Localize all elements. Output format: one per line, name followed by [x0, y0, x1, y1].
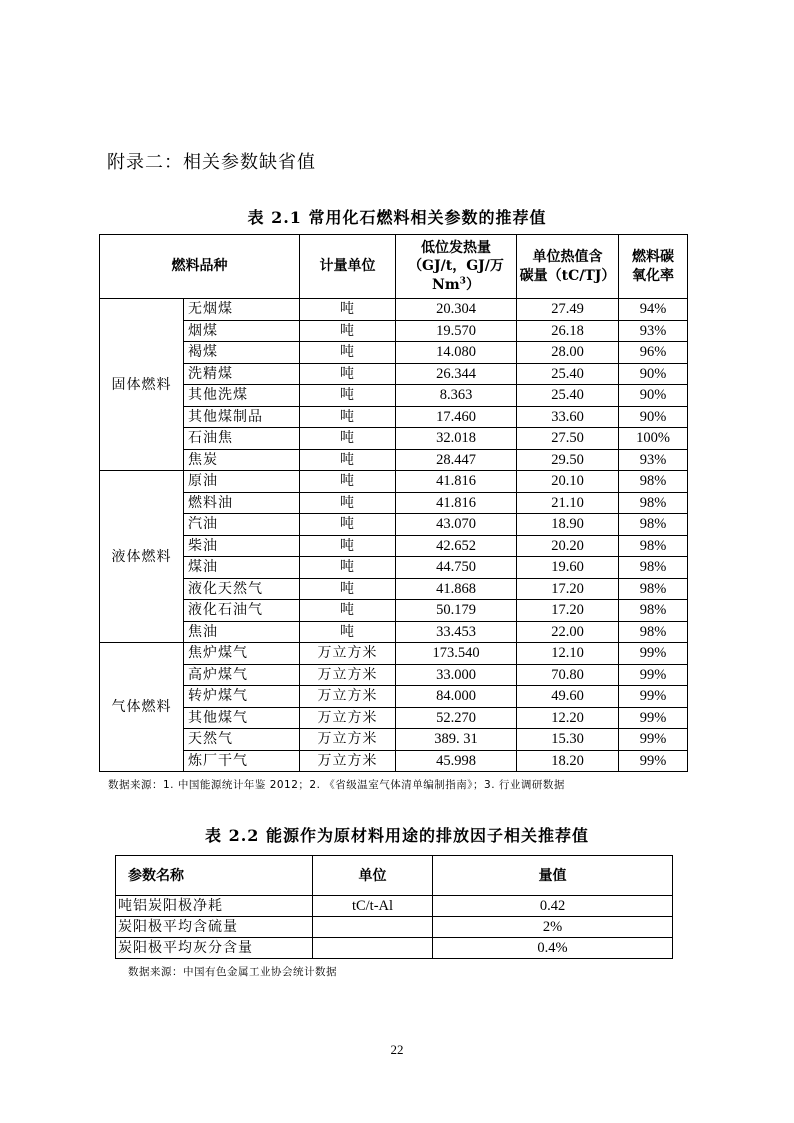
unit-cell: 万立方米 — [300, 686, 396, 708]
parameter-name-cell: 炭阳极平均灰分含量 — [116, 938, 313, 959]
oxidation-rate-cell: 90% — [619, 406, 688, 428]
parameter-name-cell: 炭阳极平均含硫量 — [116, 917, 313, 938]
table-row — [116, 938, 673, 959]
unit-cell: 万立方米 — [300, 664, 396, 686]
calorific-value-cell: 32.018 — [396, 428, 517, 450]
fuel-name-cell: 炼厂干气 — [184, 750, 300, 772]
calorific-value-cell: 28.447 — [396, 449, 517, 471]
table-row — [100, 600, 688, 622]
table-row — [100, 535, 688, 557]
fuel-name-cell: 其他煤制品 — [184, 406, 300, 428]
fuel-name-cell: 石油焦 — [184, 428, 300, 450]
oxidation-rate-cell: 100% — [619, 428, 688, 450]
unit-cell: 吨 — [300, 406, 396, 428]
fuel-name-cell: 洗精煤 — [184, 363, 300, 385]
oxidation-rate-cell: 99% — [619, 707, 688, 729]
table-row — [100, 299, 688, 321]
unit-cell: 万立方米 — [300, 643, 396, 665]
table-row — [100, 471, 688, 493]
carbon-content-cell: 27.50 — [517, 428, 619, 450]
oxidation-rate-cell: 90% — [619, 385, 688, 407]
carbon-content-cell: 18.20 — [517, 750, 619, 772]
carbon-content-cell: 12.10 — [517, 643, 619, 665]
fuel-name-cell: 焦油 — [184, 621, 300, 643]
calorific-value-cell: 173.540 — [396, 643, 517, 665]
oxidation-rate-cell: 98% — [619, 535, 688, 557]
fuel-name-cell: 天然气 — [184, 729, 300, 751]
calorific-value-cell: 44.750 — [396, 557, 517, 579]
carbon-content-cell: 20.10 — [517, 471, 619, 493]
header-oxidation-rate: 燃料碳 氧化率 — [619, 235, 688, 299]
unit-cell: 吨 — [300, 385, 396, 407]
carbon-content-cell: 22.00 — [517, 621, 619, 643]
fuel-parameters-table — [99, 234, 688, 772]
table-row — [100, 686, 688, 708]
unit-cell: 吨 — [300, 471, 396, 493]
calorific-value-cell: 33.000 — [396, 664, 517, 686]
oxidation-rate-cell: 98% — [619, 492, 688, 514]
calorific-value-cell: 50.179 — [396, 600, 517, 622]
table-row — [100, 385, 688, 407]
calorific-value-cell: 14.080 — [396, 342, 517, 364]
carbon-content-cell: 15.30 — [517, 729, 619, 751]
unit-cell: 吨 — [300, 449, 396, 471]
table-header-row — [116, 856, 673, 896]
carbon-content-cell: 12.20 — [517, 707, 619, 729]
unit-cell: 吨 — [300, 600, 396, 622]
table-row — [116, 917, 673, 938]
table1-source-note: 数据来源：1. 中国能源统计年鉴 2012；2. 《省级温室气体清单编制指南》；3. 行业调研数据 — [108, 779, 565, 791]
oxidation-rate-cell: 98% — [619, 514, 688, 536]
carbon-content-cell: 25.40 — [517, 363, 619, 385]
oxidation-rate-cell: 99% — [619, 686, 688, 708]
fuel-name-cell: 燃料油 — [184, 492, 300, 514]
calorific-value-cell: 84.000 — [396, 686, 517, 708]
oxidation-rate-cell: 93% — [619, 320, 688, 342]
table-row — [100, 643, 688, 665]
header-carbon-content: 单位热值含 碳量（tC/TJ） — [517, 235, 619, 299]
table-row — [100, 492, 688, 514]
carbon-content-cell: 19.60 — [517, 557, 619, 579]
header-net-calorific-value: 低位发热量 （GJ/t，GJ/万 Nm$^3$） — [396, 235, 517, 299]
unit-cell — [313, 938, 433, 959]
carbon-content-cell: 18.90 — [517, 514, 619, 536]
header-value: 量值 — [433, 856, 673, 896]
table-row — [100, 557, 688, 579]
header-fuel-type: 燃料品种 — [100, 235, 300, 299]
fuel-name-cell: 无烟煤 — [184, 299, 300, 321]
oxidation-rate-cell: 94% — [619, 299, 688, 321]
unit-cell: 万立方米 — [300, 750, 396, 772]
fuel-category-cell: 气体燃料 — [100, 643, 184, 772]
fuel-name-cell: 焦炭 — [184, 449, 300, 471]
value-cell: 2% — [433, 917, 673, 938]
calorific-value-cell: 389. 31 — [396, 729, 517, 751]
table-row — [100, 707, 688, 729]
table-row — [100, 363, 688, 385]
oxidation-rate-cell: 98% — [619, 471, 688, 493]
carbon-content-cell: 17.20 — [517, 578, 619, 600]
value-cell: 0.42 — [433, 896, 673, 917]
unit-cell — [313, 917, 433, 938]
fuel-name-cell: 液化天然气 — [184, 578, 300, 600]
carbon-content-cell: 27.49 — [517, 299, 619, 321]
unit-cell: 吨 — [300, 578, 396, 600]
carbon-content-cell: 49.60 — [517, 686, 619, 708]
raw-material-emission-table — [115, 855, 673, 959]
fuel-name-cell: 烟煤 — [184, 320, 300, 342]
unit-cell: 吨 — [300, 342, 396, 364]
calorific-value-cell: 20.304 — [396, 299, 517, 321]
carbon-content-cell: 17.20 — [517, 600, 619, 622]
calorific-value-cell: 52.270 — [396, 707, 517, 729]
table-row — [100, 750, 688, 772]
oxidation-rate-cell: 98% — [619, 600, 688, 622]
header-unit: 单位 — [313, 856, 433, 896]
table-row — [100, 664, 688, 686]
fuel-name-cell: 褐煤 — [184, 342, 300, 364]
unit-cell: 吨 — [300, 557, 396, 579]
oxidation-rate-cell: 99% — [619, 729, 688, 751]
unit-cell: 吨 — [300, 535, 396, 557]
calorific-value-cell: 19.570 — [396, 320, 517, 342]
table-header-row — [100, 235, 688, 299]
table-row — [100, 514, 688, 536]
fuel-name-cell: 其他洗煤 — [184, 385, 300, 407]
carbon-content-cell: 28.00 — [517, 342, 619, 364]
table-row — [100, 449, 688, 471]
table-row — [100, 621, 688, 643]
calorific-value-cell: 41.868 — [396, 578, 517, 600]
table2-source-note: 数据来源：中国有色金属工业协会统计数据 — [128, 966, 337, 978]
fuel-category-cell: 液体燃料 — [100, 471, 184, 643]
table-row — [100, 342, 688, 364]
carbon-content-cell: 20.20 — [517, 535, 619, 557]
unit-cell: tC/t-Al — [313, 896, 433, 917]
calorific-value-cell: 42.652 — [396, 535, 517, 557]
unit-cell: 吨 — [300, 428, 396, 450]
calorific-value-cell: 43.070 — [396, 514, 517, 536]
appendix-title: 附录二：相关参数缺省值 — [107, 152, 316, 173]
table-row — [100, 428, 688, 450]
calorific-value-cell: 17.460 — [396, 406, 517, 428]
fuel-category-cell: 固体燃料 — [100, 299, 184, 471]
calorific-value-cell: 45.998 — [396, 750, 517, 772]
oxidation-rate-cell: 98% — [619, 578, 688, 600]
unit-cell: 万立方米 — [300, 707, 396, 729]
page-number: 22 — [390, 1042, 404, 1057]
value-cell: 0.4% — [433, 938, 673, 959]
oxidation-rate-cell: 98% — [619, 557, 688, 579]
fuel-name-cell: 煤油 — [184, 557, 300, 579]
unit-cell: 吨 — [300, 299, 396, 321]
fuel-name-cell: 焦炉煤气 — [184, 643, 300, 665]
oxidation-rate-cell: 93% — [619, 449, 688, 471]
fuel-name-cell: 原油 — [184, 471, 300, 493]
table1-caption: 表 2.1 常用化石燃料相关参数的推荐值 — [247, 208, 547, 227]
oxidation-rate-cell: 96% — [619, 342, 688, 364]
carbon-content-cell: 29.50 — [517, 449, 619, 471]
carbon-content-cell: 33.60 — [517, 406, 619, 428]
fuel-name-cell: 汽油 — [184, 514, 300, 536]
oxidation-rate-cell: 90% — [619, 363, 688, 385]
calorific-value-cell: 33.453 — [396, 621, 517, 643]
unit-cell: 吨 — [300, 363, 396, 385]
header-parameter-name: 参数名称 — [116, 856, 313, 896]
header-unit: 计量单位 — [300, 235, 396, 299]
unit-cell: 万立方米 — [300, 729, 396, 751]
parameter-name-cell: 吨铝炭阳极净耗 — [116, 896, 313, 917]
fuel-name-cell: 转炉煤气 — [184, 686, 300, 708]
fuel-name-cell: 液化石油气 — [184, 600, 300, 622]
carbon-content-cell: 26.18 — [517, 320, 619, 342]
unit-cell: 吨 — [300, 320, 396, 342]
oxidation-rate-cell: 99% — [619, 643, 688, 665]
unit-cell: 吨 — [300, 492, 396, 514]
oxidation-rate-cell: 98% — [619, 621, 688, 643]
table-row — [100, 578, 688, 600]
fuel-name-cell: 高炉煤气 — [184, 664, 300, 686]
carbon-content-cell: 25.40 — [517, 385, 619, 407]
calorific-value-cell: 8.363 — [396, 385, 517, 407]
carbon-content-cell: 70.80 — [517, 664, 619, 686]
table2-caption: 表 2.2 能源作为原材料用途的排放因子相关推荐值 — [205, 826, 589, 845]
oxidation-rate-cell: 99% — [619, 750, 688, 772]
oxidation-rate-cell: 99% — [619, 664, 688, 686]
table-row — [100, 320, 688, 342]
calorific-value-cell: 26.344 — [396, 363, 517, 385]
fuel-name-cell: 柴油 — [184, 535, 300, 557]
table-row — [100, 729, 688, 751]
carbon-content-cell: 21.10 — [517, 492, 619, 514]
unit-cell: 吨 — [300, 621, 396, 643]
calorific-value-cell: 41.816 — [396, 471, 517, 493]
unit-cell: 吨 — [300, 514, 396, 536]
table-row — [100, 406, 688, 428]
fuel-name-cell: 其他煤气 — [184, 707, 300, 729]
table-row — [116, 896, 673, 917]
calorific-value-cell: 41.816 — [396, 492, 517, 514]
